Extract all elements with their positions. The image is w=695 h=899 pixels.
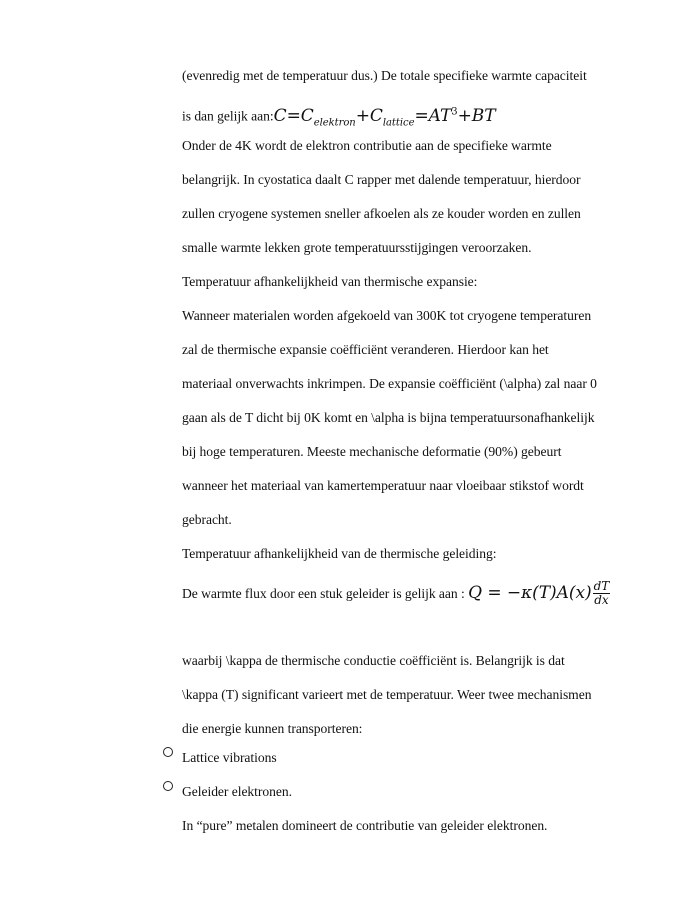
paragraph-line: gebracht.: [182, 512, 232, 527]
section-heading: Temperatuur afhankelijkheid van thermische expansie:: [182, 274, 478, 289]
list-item: Geleider elektronen.: [182, 784, 292, 799]
paragraph-line: bij hoge temperaturen. Meeste mechanische deformatie (90%) gebeurt: [182, 444, 562, 459]
equation-intro-text: is dan gelijk aan:: [182, 108, 274, 124]
hollow-bullet-icon: [163, 747, 173, 757]
heat-flux-equation: Q = −κ(T)A(x) $\frac{dT}{dx}$: [468, 579, 610, 607]
paragraph-line: (evenredig met de temperatuur dus.) De totale specifieke warmte capaciteit: [182, 68, 587, 83]
paragraph-line: \kappa (T) significant varieert met de temperatuur. Weer twee mechanismen: [182, 687, 592, 702]
paragraph-line-with-equation: [182, 580, 610, 607]
paragraph-line: materiaal onverwachts inkrimpen. De expansie coëfficiënt (\alpha) zal naar 0: [182, 376, 597, 391]
paragraph-line: gaan als de T dicht bij 0K komt en \alpha is bijna temperatuursonafhankelijk: [182, 410, 595, 425]
paragraph-line: belangrijk. In cyostatica daalt C rapper met dalende temperatuur, hierdoor: [182, 172, 581, 187]
paragraph-line: waarbij \kappa de thermische conductie coëfficiënt is. Belangrijk is dat: [182, 653, 565, 668]
paragraph-line: smalle warmte lekken grote temperatuursstijgingen veroorzaken.: [182, 240, 532, 255]
paragraph-line: In “pure” metalen domineert de contributie van geleider elektronen.: [182, 818, 548, 833]
paragraph-line: wanneer het materiaal van kamertemperatuur naar vloeibaar stikstof wordt: [182, 478, 584, 493]
paragraph-line: Onder de 4K wordt de elektron contributie aan de specifieke warmte: [182, 138, 552, 153]
hollow-bullet-icon: [163, 781, 173, 791]
heat-capacity-equation: $C=C_{elektron}+C_{lattice}=AT^3+BT$: [273, 105, 496, 129]
paragraph-line: Wanneer materialen worden afgekoeld van 300K tot cryogene temperaturen: [182, 308, 592, 323]
section-heading: Temperatuur afhankelijkheid van de thermische geleiding:: [182, 546, 497, 561]
equation-intro-text: De warmte flux door een stuk geleider is gelijk aan :: [182, 586, 465, 601]
list-item: Lattice vibrations: [182, 750, 277, 765]
paragraph-line: zal de thermische expansie coëfficiënt veranderen. Hierdoor kan het: [182, 342, 549, 357]
paragraph-line: zullen cryogene systemen sneller afkoelen als ze kouder worden en zullen: [182, 206, 581, 221]
fraction: $\frac{dT}{dx}$: [593, 579, 610, 607]
paragraph-line-with-equation: [182, 104, 496, 131]
paragraph-line: die energie kunnen transporteren:: [182, 721, 363, 736]
